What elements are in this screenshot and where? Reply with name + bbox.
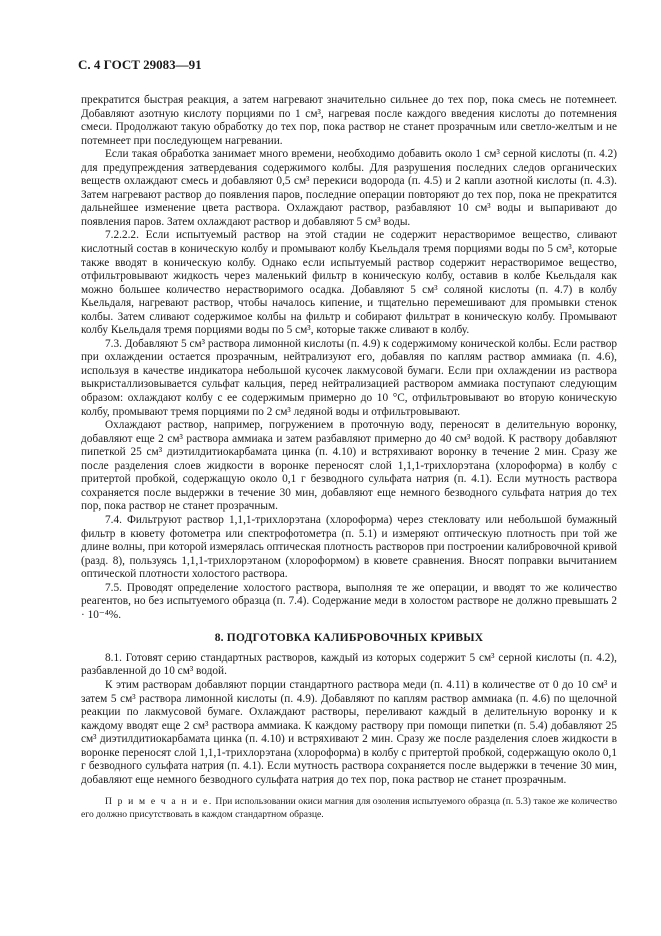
note [81,796,617,821]
paragraph-7-4: 7.4. Фильтруют раствор 1,1,1-трихлорэтана (хлороформа) через стекловату или небольшой бумажный фильтр в кювету фотометра или спектрофотометра (п. 5.1) и измеряют оптическую плотность при той же длине волны, при которой измерялась оптическая плотность растворов при построении калибровочной кривой (разд. 8), пользуясь 1,1,1-трихлорэтаном (хлороформом) в кювете сравнения. Вносят поправки вычитанием оптической плотности холостого раствора. [81,513,617,581]
paragraph-continuation: прекратится быстрая реакция, а затем нагревают значительно сильнее до тех пор, пока смесь не потемнеет. Добавляют азотную кислоту порциями по 1 см³, нагревая после каждого введения кислоты до потемнения смеси. Продолжают такую обработку до тех пор, пока раствор не станет прозрачным или светло-желтым и не потемнеет при последующем нагревании. [81,94,617,147]
body-text [81,94,617,821]
paragraph: К этим растворам добавляют порции стандартного раствора меди (п. 4.11) в количестве от 0 до 10 см³ и затем 5 см³ раствора лимонной кислоты (п. 4.9). Добавляют по каплям раствор аммиака (п. 4.6) по щелочной реакции по лакмусовой бумаге. Охлаждают растворы, переливают каждый в делительную воронку и к каждому вводят еще 2 см³ раствора аммиака. К каждому раствору при помощи пипетки (п. 5.4) добавляют 25 см³ диэтилдитиокарбамата цинка (п. 4.10) и встряхивают 2 мин. Сразу же после разделения слоев жидкости в воронке переносят слой 1,1,1-трихлорэтана (хлороформа) в колбу с притертой пробкой, содержащую около 0,1 г безводного сульфата натрия (п. 4.1). Если мутность раствора сохраняется после выдержки в течение 30 мин, добавляют еще немного безводного сульфата натрия до тех пор, пока раствор не станет прозрачным. [81,678,617,786]
note-label: П р и м е ч а н и е. [105,796,213,808]
paragraph-7-2-2-2: 7.2.2.2. Если испытуемый раствор на этой стадии не содержит нерастворимое вещество, сливают кислотный состав в коническую колбу и промывают колбу Кьельдаля тремя порциями воды по 5 см³, которые также вводят в коническую колбу. Однако если испытуемый раствор содержит нерастворимое вещество, отфильтровывают жидкость через маленький фильтр в коническую колбу, оставив в колбе Кьельдаля как можно большее количество нерастворимого осадка. Добавляют 5 см³ соляной кислоты (п. 4.7) в колбу Кьельдаля, нагревают раствор, чтобы началось кипение, и тщательно перемешивают для промывки стенок колбы. Затем сливают содержимое колбы на фильтр и собирают фильтрат в коническую колбу. Промывают колбу Кьельдаля тремя порциями воды по 5 см³, которые также сливают в колбу. [81,229,617,337]
paragraph-8-1: 8.1. Готовят серию стандартных растворов, каждый из которых содержит 5 см³ серной кислоты (п. 4.2), разбавленной до 10 см³ водой. [81,651,617,678]
note-text: При использовании окиси магния для озоления испытуемого образца (п. 5.3) такое же количество его должно присутствовать в каждом стандартном образце. [81,796,617,820]
paragraph: Если такая обработка занимает много времени, необходимо добавить около 1 см³ серной кислоты (п. 4.2) для предупреждения затвердевания содержимого колбы. Для разрушения последних следов органических веществ охлаждают смесь и добавляют 0,5 см³ перекиси водорода (п. 4.5) и 2 капли азотной кислоты (п. 4.3). Затем нагревают раствор до появления паров, последние операции повторяют до тех пор, пока не прекратится дальнейшее изменение цвета раствора. Охлаждают раствор, разбавляют 10 см³ воды и выпаривают до появления паров. Затем охлаждают раствор и добавляют 5 см³ воды. [81,148,617,228]
paragraph-7-5: 7.5. Проводят определение холостого раствора, выполняя те же операции, и вводят то же количество реагентов, но без испытуемого образца (п. 7.4). Содержание меди в холостом растворе не должно превышать 2 · 10⁻⁴%. [81,581,617,621]
section-heading: 8. ПОДГОТОВКА КАЛИБРОВОЧНЫХ КРИВЫХ [214,632,484,645]
paragraph-7-3: 7.3. Добавляют 5 см³ раствора лимонной кислоты (п. 4.9) к содержимому конической колбы. Если раствор при охлаждении остается прозрачным, нейтрализуют его, добавляя по каплям раствор аммиака (п. 4.6), используя в качестве индикатора небольшой кусочек лакмусовой бумаги. Если при охлаждении из раствора выкристаллизовывается сульфат кальция, перед нейтрализацией раствором аммиака поступают следующим образом: охлаждают колбу с ее содержимым примерно до 10 °С, отфильтровывают во вторую коническую колбу, промывают тремя порциями по 2 см³ ледяной воды и отфильтровывают. [81,337,617,418]
paragraph: Охлаждают раствор, например, погружением в проточную воду, переносят в делительную воронку, добавляют еще 2 см³ раствора аммиака и затем разбавляют примерно до 40 см³ водой. К раствору добавляют пипеткой 25 см³ диэтилдитиокарбамата цинка (п. 4.10) и встряхивают воронку в течение 2 мин. Сразу же после разделения слоев жидкости в воронке переносят слой 1,1,1-трихлорэтана (хлороформа) в колбу с притертой пробкой, содержащую около 0,1 г безводного сульфата натрия (п. 4.1). Если мутность раствора сохраняется после выдержки в течение 30 мин, добавляют еще немного безводного сульфата натрия до тех пор, пока раствор не станет прозрачным. [81,419,617,513]
page-header: С. 4 ГОСТ 29083—91 [78,57,202,72]
